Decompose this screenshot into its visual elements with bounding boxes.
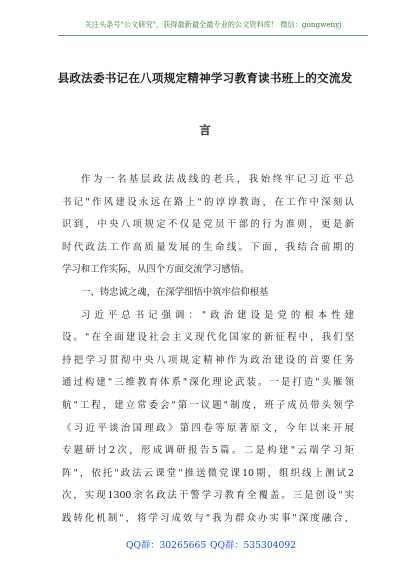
section-heading: 一、铸忠诚之魂，在深学细悟中筑牢信仰根基 xyxy=(81,286,269,298)
body-line: 专题研讨2次，形成调研报告5篇。二是构建"云端学习矩 xyxy=(62,445,354,457)
body-line: 通过构建"三维教育体系"深化理论武装。一是打造"头雁领 xyxy=(62,377,354,389)
document-title-line-2: 言 xyxy=(199,123,211,137)
body-line: 识到，中央八项规定不仅是党员干部的行为准则，更是新 xyxy=(62,219,354,231)
body-line: 阵"，依托"政法云课堂"推送微党课10期，组织线上测试2 xyxy=(62,467,354,479)
body-line: 时代政法工作高质量发展的生命线。下面，我结合前期的 xyxy=(62,241,354,253)
body-line: 次，实现1300余名政法干警学习教育全覆盖。三是创设"实 xyxy=(62,490,354,502)
body-line: 习近平总书记强调："政治建设是党的根本性建 xyxy=(81,309,354,321)
body-line: 书记"作风建设永远在路上"的谆谆教诲，在工作中深刻认 xyxy=(62,196,354,208)
document-title-line-1: 县政法委书记在八项规定精神学习教育读书班上的交流发 xyxy=(57,71,353,85)
body-line: 持把学习贯彻中央八项规定精神作为政治建设的首要任务 xyxy=(62,354,354,366)
body-line: 航"工程，建立常委会"第一议题"制度，班子成员带头领学 xyxy=(62,399,354,411)
body-line: 践转化机制"，将学习成效与"我为群众办实事"深度融合， xyxy=(62,512,354,524)
document-body xyxy=(62,169,354,531)
footer-qq-group-1: QQ群：30265665 xyxy=(126,540,207,551)
page-header-banner: 关注头条号"公文研究"，获得最新最全最专业的公文资料库！ 微信：gongwenyj xyxy=(84,20,342,29)
body-line: 设。"在全面建设社会主义现代化国家的新征程中，我们坚 xyxy=(62,332,354,344)
body-line: 作为一名基层政法战线的老兵，我始终牢记习近平总 xyxy=(81,174,354,185)
header-divider xyxy=(58,35,368,36)
footer-qq-group-2: QQ群：535304092 xyxy=(210,540,297,551)
body-line: 学习和工作实际，从四个方面交流学习感悟。 xyxy=(62,264,250,276)
body-line: 《习近平谈治国理政》第四卷等原著原文，今年以来开展 xyxy=(62,422,354,434)
